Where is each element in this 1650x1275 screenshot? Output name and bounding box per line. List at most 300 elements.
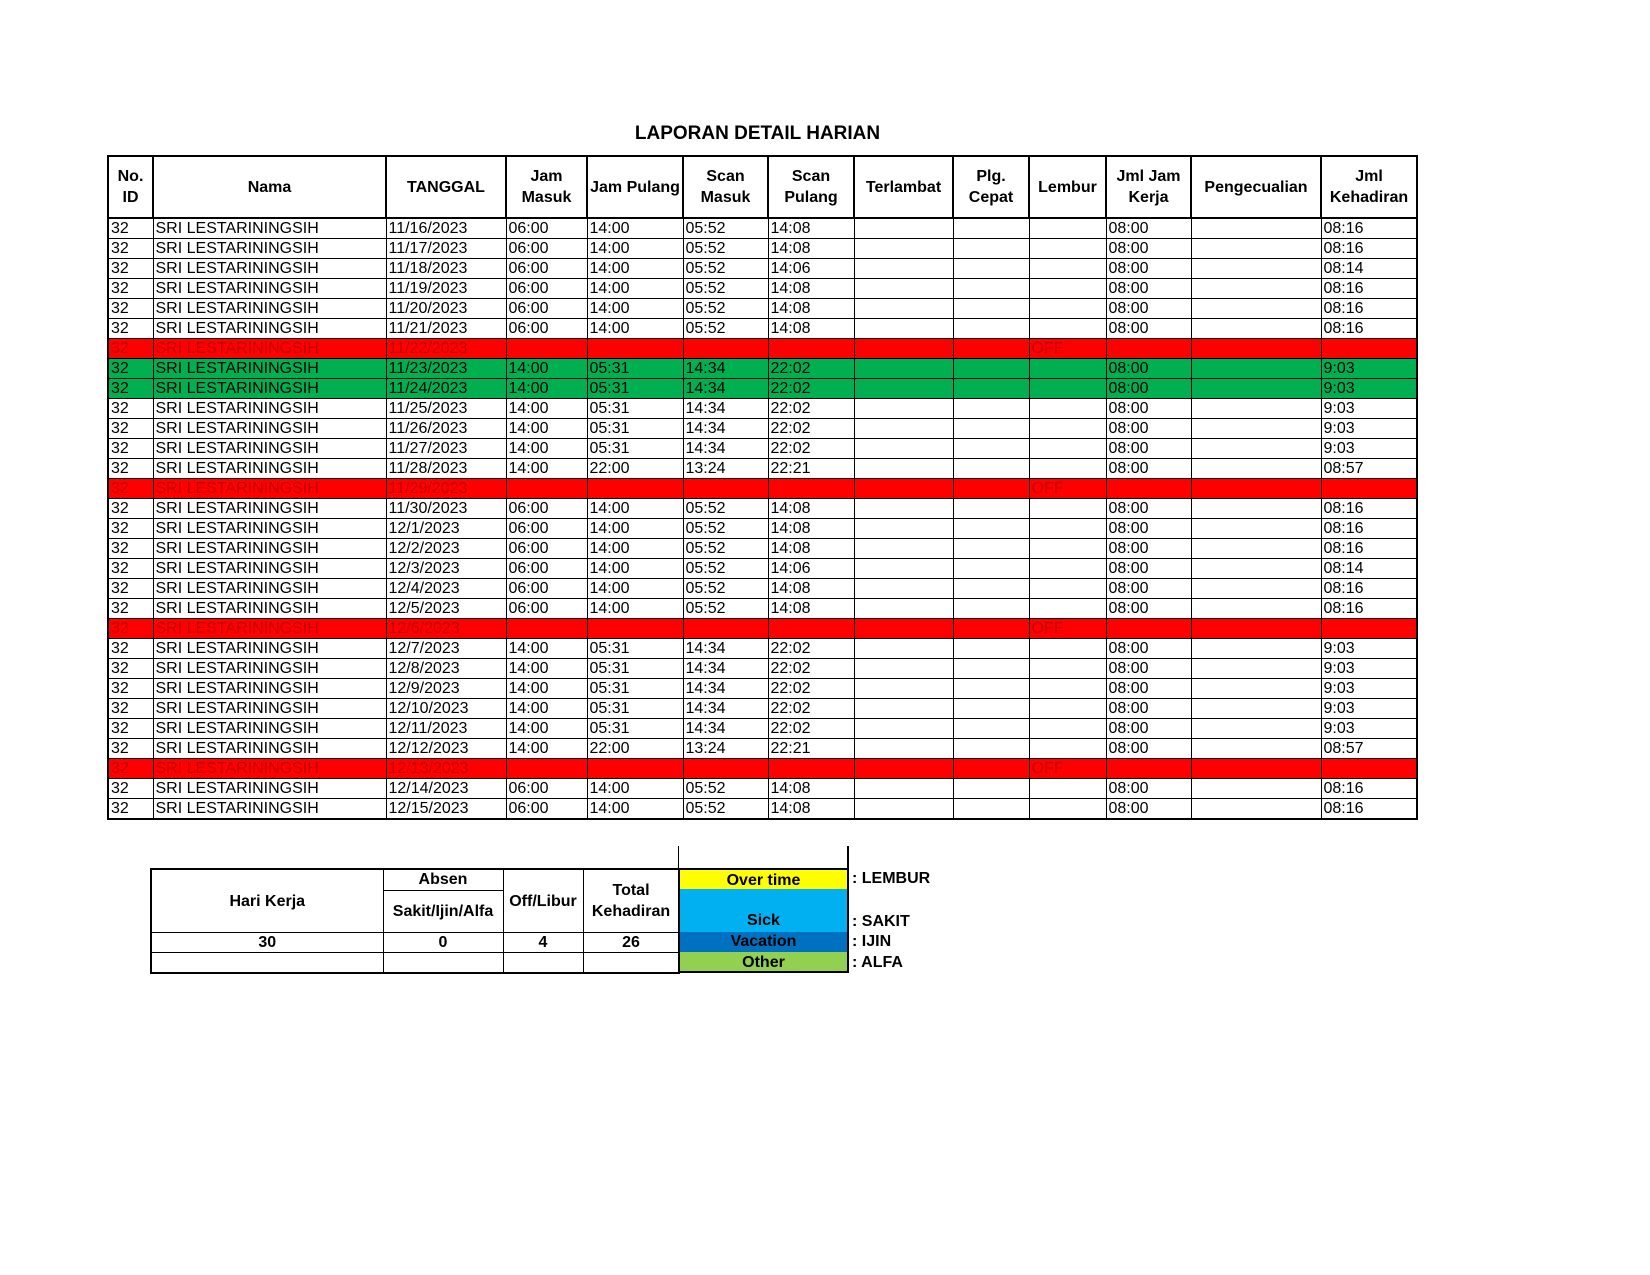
- cell-nama: SRI LESTARININGSIH: [153, 459, 386, 479]
- summary-hari-kerja-value: 30: [151, 933, 383, 953]
- cell-jml-jam-kerja: [1106, 479, 1191, 499]
- table-row: [108, 259, 1417, 279]
- cell-lembur: OFF: [1029, 619, 1106, 639]
- cell-lembur: OFF: [1029, 479, 1106, 499]
- cell-jam-masuk: 06:00: [506, 579, 587, 599]
- cell-terlambat: [854, 379, 953, 399]
- cell-jml-jam-kerja: 08:00: [1106, 679, 1191, 699]
- cell-scan-masuk: 14:34: [683, 399, 768, 419]
- cell-jam-pulang: 05:31: [587, 639, 683, 659]
- cell-tanggal: 11/28/2023: [386, 459, 506, 479]
- cell-jml-jam-kerja: 08:00: [1106, 579, 1191, 599]
- cell-lembur: [1029, 439, 1106, 459]
- col-header-scan-masuk: Scan Masuk: [683, 156, 768, 218]
- attendance-table: [107, 155, 1418, 820]
- cell-jml-kehadiran: 08:16: [1321, 799, 1417, 820]
- cell-scan-pulang: 14:08: [768, 299, 854, 319]
- legend-other-swatch: [678, 952, 849, 973]
- cell-jam-masuk: 14:00: [506, 399, 587, 419]
- cell-scan-pulang: 14:08: [768, 239, 854, 259]
- col-header-tanggal: TANGGAL: [386, 156, 506, 218]
- cell-lembur: [1029, 499, 1106, 519]
- summary-empty-cell: [151, 953, 383, 974]
- cell-terlambat: [854, 339, 953, 359]
- cell-terlambat: [854, 519, 953, 539]
- cell-jam-masuk: 14:00: [506, 359, 587, 379]
- table-row: [108, 399, 1417, 419]
- cell-jml-kehadiran: 9:03: [1321, 419, 1417, 439]
- cell-scan-pulang: 14:08: [768, 539, 854, 559]
- cell-jam-pulang: 05:31: [587, 719, 683, 739]
- table-row: [108, 539, 1417, 559]
- cell-tanggal: 12/2/2023: [386, 539, 506, 559]
- cell-tanggal: 12/14/2023: [386, 779, 506, 799]
- legend-vacation-label: Vacation: [730, 933, 797, 950]
- cell-scan-pulang: [768, 339, 854, 359]
- cell-jml-kehadiran: 9:03: [1321, 359, 1417, 379]
- cell-scan-masuk: 14:34: [683, 439, 768, 459]
- summary-absen-label: Absen: [383, 869, 503, 890]
- col-header-scan-pulang: Scan Pulang: [768, 156, 854, 218]
- cell-nama: SRI LESTARININGSIH: [153, 619, 386, 639]
- cell-scan-pulang: 22:02: [768, 439, 854, 459]
- cell-jam-pulang: 05:31: [587, 659, 683, 679]
- cell-scan-masuk: 05:52: [683, 279, 768, 299]
- cell-scan-masuk: 14:34: [683, 679, 768, 699]
- cell-tanggal: 11/24/2023: [386, 379, 506, 399]
- cell-tanggal: 12/12/2023: [386, 739, 506, 759]
- cell-scan-masuk: 05:52: [683, 319, 768, 339]
- summary-total-kehadiran-label: Total Kehadiran: [583, 869, 679, 933]
- table-row: [108, 218, 1417, 239]
- cell-scan-pulang: 14:08: [768, 319, 854, 339]
- cell-lembur: [1029, 739, 1106, 759]
- cell-jml-jam-kerja: 08:00: [1106, 359, 1191, 379]
- cell-no-id: 32: [108, 419, 153, 439]
- table-row: [108, 439, 1417, 459]
- cell-scan-masuk: 05:52: [683, 239, 768, 259]
- legend-vacation-swatch: [678, 932, 849, 952]
- cell-terlambat: [854, 299, 953, 319]
- table-body: [108, 218, 1417, 819]
- cell-jam-pulang: 14:00: [587, 559, 683, 579]
- cell-pengecualian: [1191, 299, 1321, 319]
- cell-scan-masuk: 05:52: [683, 218, 768, 239]
- cell-jml-jam-kerja: [1106, 339, 1191, 359]
- cell-no-id: 32: [108, 359, 153, 379]
- cell-jam-pulang: 05:31: [587, 399, 683, 419]
- table-header-row: [108, 156, 1417, 218]
- col-header-pengecualian: Pengecualian: [1191, 156, 1321, 218]
- cell-jam-masuk: 06:00: [506, 239, 587, 259]
- cell-tanggal: 12/6/2023: [386, 619, 506, 639]
- cell-plg-cepat: [953, 339, 1029, 359]
- cell-pengecualian: [1191, 239, 1321, 259]
- cell-nama: SRI LESTARININGSIH: [153, 259, 386, 279]
- cell-jml-kehadiran: [1321, 759, 1417, 779]
- cell-scan-masuk: 05:52: [683, 559, 768, 579]
- cell-terlambat: [854, 679, 953, 699]
- cell-pengecualian: [1191, 739, 1321, 759]
- cell-lembur: [1029, 719, 1106, 739]
- cell-lembur: [1029, 579, 1106, 599]
- cell-terlambat: [854, 399, 953, 419]
- cell-tanggal: 11/21/2023: [386, 319, 506, 339]
- cell-pengecualian: [1191, 799, 1321, 820]
- cell-jam-pulang: [587, 479, 683, 499]
- cell-jml-jam-kerja: 08:00: [1106, 779, 1191, 799]
- col-header-plg-cepat: Plg. Cepat: [953, 156, 1029, 218]
- table-row: [108, 279, 1417, 299]
- cell-no-id: 32: [108, 719, 153, 739]
- cell-jml-kehadiran: [1321, 339, 1417, 359]
- cell-jml-kehadiran: 9:03: [1321, 679, 1417, 699]
- cell-jam-pulang: 14:00: [587, 279, 683, 299]
- cell-lembur: [1029, 379, 1106, 399]
- cell-jml-kehadiran: 9:03: [1321, 399, 1417, 419]
- cell-plg-cepat: [953, 799, 1029, 820]
- cell-jam-masuk: 06:00: [506, 519, 587, 539]
- cell-jml-jam-kerja: 08:00: [1106, 419, 1191, 439]
- cell-jam-masuk: 14:00: [506, 379, 587, 399]
- table-row: [108, 639, 1417, 659]
- cell-scan-pulang: 22:02: [768, 699, 854, 719]
- cell-jam-masuk: 06:00: [506, 599, 587, 619]
- table-row: [108, 719, 1417, 739]
- cell-nama: SRI LESTARININGSIH: [153, 659, 386, 679]
- cell-nama: SRI LESTARININGSIH: [153, 319, 386, 339]
- cell-lembur: [1029, 239, 1106, 259]
- cell-nama: SRI LESTARININGSIH: [153, 218, 386, 239]
- cell-scan-masuk: 14:34: [683, 379, 768, 399]
- cell-no-id: 32: [108, 319, 153, 339]
- cell-plg-cepat: [953, 439, 1029, 459]
- cell-terlambat: [854, 699, 953, 719]
- cell-jml-kehadiran: 08:57: [1321, 459, 1417, 479]
- cell-jam-masuk: 06:00: [506, 779, 587, 799]
- cell-lembur: [1029, 659, 1106, 679]
- cell-lembur: [1029, 779, 1106, 799]
- cell-jam-masuk: 06:00: [506, 218, 587, 239]
- cell-jam-pulang: 05:31: [587, 419, 683, 439]
- summary-off-libur-label: Off/Libur: [503, 869, 583, 933]
- cell-pengecualian: [1191, 519, 1321, 539]
- cell-scan-masuk: 14:34: [683, 419, 768, 439]
- cell-pengecualian: [1191, 599, 1321, 619]
- cell-jam-masuk: [506, 339, 587, 359]
- cell-terlambat: [854, 559, 953, 579]
- cell-jam-pulang: 14:00: [587, 239, 683, 259]
- cell-nama: SRI LESTARININGSIH: [153, 239, 386, 259]
- cell-pengecualian: [1191, 319, 1321, 339]
- cell-scan-pulang: 22:21: [768, 739, 854, 759]
- cell-nama: SRI LESTARININGSIH: [153, 539, 386, 559]
- cell-nama: SRI LESTARININGSIH: [153, 279, 386, 299]
- table-row: [108, 479, 1417, 499]
- summary-empty-cell: [503, 953, 583, 974]
- cell-pengecualian: [1191, 559, 1321, 579]
- cell-plg-cepat: [953, 399, 1029, 419]
- legend-overtime-meaning: : LEMBUR: [852, 870, 931, 887]
- cell-tanggal: 11/30/2023: [386, 499, 506, 519]
- cell-scan-masuk: [683, 339, 768, 359]
- cell-tanggal: 11/29/2023: [386, 479, 506, 499]
- legend-vacation-meaning: : IJIN: [852, 933, 892, 950]
- cell-terlambat: [854, 659, 953, 679]
- cell-terlambat: [854, 419, 953, 439]
- cell-tanggal: 11/23/2023: [386, 359, 506, 379]
- cell-scan-pulang: 14:08: [768, 218, 854, 239]
- cell-no-id: 32: [108, 799, 153, 820]
- cell-jam-pulang: 14:00: [587, 499, 683, 519]
- col-header-nama: Nama: [153, 156, 386, 218]
- cell-nama: SRI LESTARININGSIH: [153, 559, 386, 579]
- cell-pengecualian: [1191, 479, 1321, 499]
- cell-lembur: [1029, 459, 1106, 479]
- cell-jml-kehadiran: 08:16: [1321, 239, 1417, 259]
- cell-nama: SRI LESTARININGSIH: [153, 439, 386, 459]
- summary-hari-kerja-label: Hari Kerja: [151, 869, 383, 933]
- cell-pengecualian: [1191, 439, 1321, 459]
- cell-terlambat: [854, 279, 953, 299]
- cell-plg-cepat: [953, 218, 1029, 239]
- cell-jml-kehadiran: 9:03: [1321, 439, 1417, 459]
- cell-terlambat: [854, 359, 953, 379]
- cell-jam-masuk: 14:00: [506, 679, 587, 699]
- cell-lembur: [1029, 799, 1106, 820]
- cell-jml-kehadiran: 9:03: [1321, 659, 1417, 679]
- cell-jam-pulang: 14:00: [587, 319, 683, 339]
- cell-no-id: 32: [108, 239, 153, 259]
- cell-nama: SRI LESTARININGSIH: [153, 639, 386, 659]
- cell-nama: SRI LESTARININGSIH: [153, 339, 386, 359]
- cell-jml-kehadiran: 08:57: [1321, 739, 1417, 759]
- cell-nama: SRI LESTARININGSIH: [153, 799, 386, 820]
- cell-jam-pulang: 05:31: [587, 679, 683, 699]
- table-row: [108, 699, 1417, 719]
- cell-plg-cepat: [953, 559, 1029, 579]
- cell-tanggal: 12/5/2023: [386, 599, 506, 619]
- cell-no-id: 32: [108, 499, 153, 519]
- table-row: [108, 599, 1417, 619]
- cell-jml-kehadiran: 08:14: [1321, 559, 1417, 579]
- cell-plg-cepat: [953, 619, 1029, 639]
- summary-off-libur-value: 4: [503, 933, 583, 953]
- cell-tanggal: 12/7/2023: [386, 639, 506, 659]
- cell-no-id: 32: [108, 679, 153, 699]
- cell-terlambat: [854, 539, 953, 559]
- cell-jam-masuk: 06:00: [506, 559, 587, 579]
- cell-pengecualian: [1191, 759, 1321, 779]
- cell-terlambat: [854, 239, 953, 259]
- cell-lembur: [1029, 639, 1106, 659]
- cell-no-id: 32: [108, 639, 153, 659]
- cell-no-id: 32: [108, 519, 153, 539]
- cell-jml-jam-kerja: 08:00: [1106, 519, 1191, 539]
- table-row: [108, 619, 1417, 639]
- cell-jml-jam-kerja: 08:00: [1106, 218, 1191, 239]
- cell-jml-jam-kerja: 08:00: [1106, 279, 1191, 299]
- cell-terlambat: [854, 799, 953, 820]
- cell-tanggal: 11/17/2023: [386, 239, 506, 259]
- cell-nama: SRI LESTARININGSIH: [153, 699, 386, 719]
- cell-jam-pulang: 14:00: [587, 779, 683, 799]
- cell-lembur: [1029, 519, 1106, 539]
- cell-scan-pulang: [768, 759, 854, 779]
- cell-jml-kehadiran: 08:16: [1321, 599, 1417, 619]
- cell-jam-pulang: 14:00: [587, 218, 683, 239]
- cell-jml-kehadiran: 9:03: [1321, 699, 1417, 719]
- cell-no-id: 32: [108, 379, 153, 399]
- cell-pengecualian: [1191, 339, 1321, 359]
- cell-scan-pulang: 22:02: [768, 359, 854, 379]
- cell-no-id: 32: [108, 619, 153, 639]
- cell-jam-masuk: 06:00: [506, 279, 587, 299]
- summary-absen-value: 0: [383, 933, 503, 953]
- cell-jam-pulang: [587, 759, 683, 779]
- report-title: LAPORAN DETAIL HARIAN: [634, 123, 881, 144]
- cell-jml-jam-kerja: 08:00: [1106, 299, 1191, 319]
- cell-plg-cepat: [953, 279, 1029, 299]
- col-header-terlambat: Terlambat: [854, 156, 953, 218]
- legend-other-label: Other: [742, 954, 785, 971]
- cell-jml-jam-kerja: 08:00: [1106, 439, 1191, 459]
- cell-scan-pulang: 14:08: [768, 499, 854, 519]
- cell-nama: SRI LESTARININGSIH: [153, 779, 386, 799]
- cell-scan-pulang: 22:02: [768, 639, 854, 659]
- cell-jam-pulang: 14:00: [587, 599, 683, 619]
- cell-terlambat: [854, 779, 953, 799]
- cell-lembur: [1029, 679, 1106, 699]
- cell-scan-masuk: 05:52: [683, 799, 768, 820]
- cell-jml-kehadiran: 08:16: [1321, 319, 1417, 339]
- cell-terlambat: [854, 439, 953, 459]
- summary-total-kehadiran-value: 26: [583, 933, 679, 953]
- cell-tanggal: 11/26/2023: [386, 419, 506, 439]
- cell-lembur: [1029, 699, 1106, 719]
- cell-jam-masuk: 06:00: [506, 319, 587, 339]
- summary-absen-sub-label: Sakit/Ijin/Alfa: [383, 890, 503, 932]
- cell-pengecualian: [1191, 419, 1321, 439]
- cell-pengecualian: [1191, 639, 1321, 659]
- table-row: [108, 339, 1417, 359]
- cell-tanggal: 11/27/2023: [386, 439, 506, 459]
- cell-pengecualian: [1191, 379, 1321, 399]
- cell-plg-cepat: [953, 739, 1029, 759]
- cell-jam-pulang: 14:00: [587, 519, 683, 539]
- cell-jam-pulang: [587, 619, 683, 639]
- cell-jam-masuk: 06:00: [506, 259, 587, 279]
- cell-nama: SRI LESTARININGSIH: [153, 479, 386, 499]
- legend-sick-meaning: : SAKIT: [852, 913, 910, 930]
- cell-plg-cepat: [953, 419, 1029, 439]
- cell-jml-jam-kerja: 08:00: [1106, 799, 1191, 820]
- cell-plg-cepat: [953, 379, 1029, 399]
- cell-jam-pulang: 05:31: [587, 699, 683, 719]
- cell-jml-kehadiran: 9:03: [1321, 379, 1417, 399]
- cell-no-id: 32: [108, 259, 153, 279]
- cell-scan-masuk: 05:52: [683, 299, 768, 319]
- cell-jam-pulang: 22:00: [587, 459, 683, 479]
- cell-nama: SRI LESTARININGSIH: [153, 679, 386, 699]
- cell-nama: SRI LESTARININGSIH: [153, 399, 386, 419]
- cell-jml-kehadiran: 08:16: [1321, 218, 1417, 239]
- cell-no-id: 32: [108, 659, 153, 679]
- cell-tanggal: 12/3/2023: [386, 559, 506, 579]
- cell-scan-pulang: 22:02: [768, 719, 854, 739]
- cell-scan-masuk: 05:52: [683, 499, 768, 519]
- cell-jam-masuk: 14:00: [506, 639, 587, 659]
- cell-tanggal: 12/15/2023: [386, 799, 506, 820]
- cell-jam-pulang: 14:00: [587, 799, 683, 820]
- legend-other-meaning: : ALFA: [852, 954, 903, 971]
- cell-jml-jam-kerja: 08:00: [1106, 739, 1191, 759]
- cell-jam-masuk: [506, 759, 587, 779]
- cell-tanggal: 12/13/2023: [386, 759, 506, 779]
- cell-jam-masuk: 06:00: [506, 499, 587, 519]
- cell-jml-jam-kerja: 08:00: [1106, 659, 1191, 679]
- cell-jml-kehadiran: 08:16: [1321, 499, 1417, 519]
- cell-tanggal: 11/20/2023: [386, 299, 506, 319]
- cell-jam-pulang: [587, 339, 683, 359]
- cell-no-id: 32: [108, 279, 153, 299]
- cell-pengecualian: [1191, 399, 1321, 419]
- cell-jam-masuk: 14:00: [506, 459, 587, 479]
- cell-jml-kehadiran: [1321, 619, 1417, 639]
- cell-jml-jam-kerja: 08:00: [1106, 459, 1191, 479]
- summary-empty-cell: [583, 953, 679, 974]
- cell-scan-pulang: 22:02: [768, 379, 854, 399]
- table-row: [108, 579, 1417, 599]
- cell-scan-pulang: [768, 619, 854, 639]
- cell-plg-cepat: [953, 499, 1029, 519]
- cell-no-id: 32: [108, 739, 153, 759]
- cell-lembur: [1029, 299, 1106, 319]
- cell-jml-kehadiran: 08:16: [1321, 579, 1417, 599]
- cell-scan-masuk: 05:52: [683, 579, 768, 599]
- cell-lembur: [1029, 319, 1106, 339]
- cell-nama: SRI LESTARININGSIH: [153, 759, 386, 779]
- table-row: [108, 679, 1417, 699]
- cell-nama: SRI LESTARININGSIH: [153, 719, 386, 739]
- cell-scan-pulang: 22:02: [768, 419, 854, 439]
- cell-jam-masuk: 14:00: [506, 719, 587, 739]
- cell-terlambat: [854, 619, 953, 639]
- table-row: [108, 499, 1417, 519]
- cell-scan-masuk: [683, 759, 768, 779]
- cell-pengecualian: [1191, 699, 1321, 719]
- cell-jam-pulang: 22:00: [587, 739, 683, 759]
- cell-plg-cepat: [953, 719, 1029, 739]
- cell-scan-pulang: 22:02: [768, 679, 854, 699]
- cell-pengecualian: [1191, 779, 1321, 799]
- cell-scan-masuk: 14:34: [683, 659, 768, 679]
- table-row: [108, 459, 1417, 479]
- table-row: [108, 299, 1417, 319]
- cell-plg-cepat: [953, 679, 1029, 699]
- cell-lembur: [1029, 419, 1106, 439]
- legend-overtime-label: Over time: [726, 872, 801, 889]
- cell-no-id: 32: [108, 479, 153, 499]
- cell-plg-cepat: [953, 779, 1029, 799]
- cell-pengecualian: [1191, 619, 1321, 639]
- cell-tanggal: 11/22/2023: [386, 339, 506, 359]
- cell-scan-masuk: 13:24: [683, 739, 768, 759]
- cell-plg-cepat: [953, 699, 1029, 719]
- cell-jml-jam-kerja: 08:00: [1106, 379, 1191, 399]
- cell-lembur: [1029, 279, 1106, 299]
- cell-pengecualian: [1191, 499, 1321, 519]
